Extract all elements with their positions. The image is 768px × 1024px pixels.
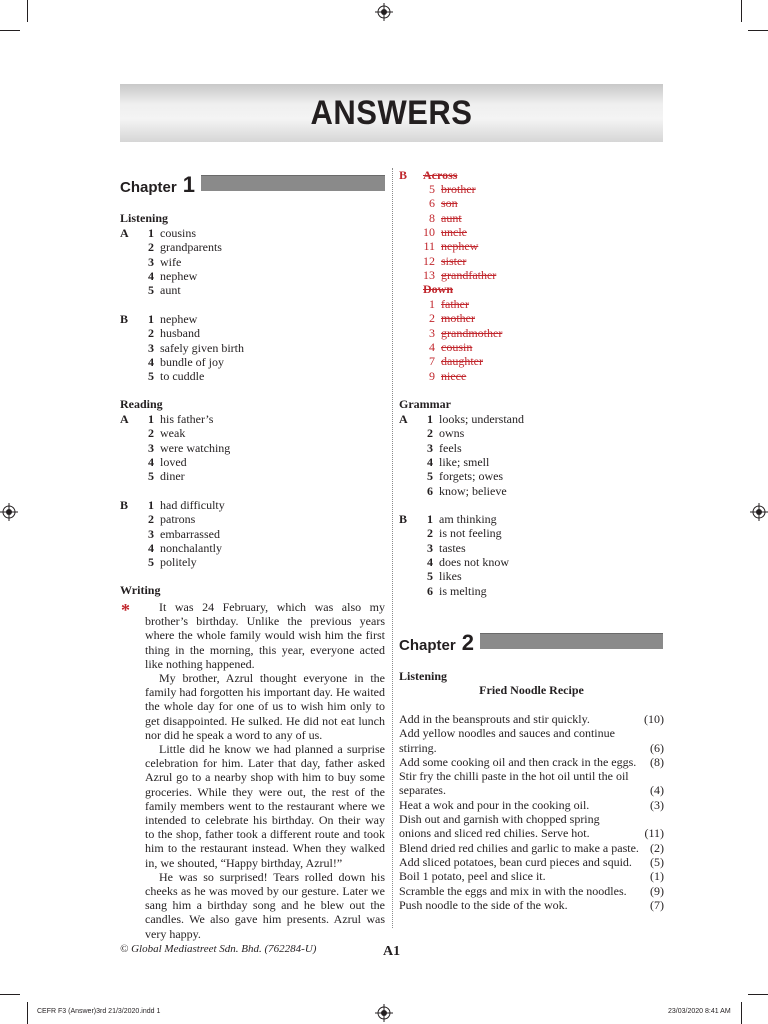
recipe-step-text: Push noodle to the side of the wok. (399, 897, 568, 912)
recipe-title: Fried Noodle Recipe (479, 683, 584, 697)
answer-text: wife (160, 254, 182, 269)
chapter-2-bar (480, 633, 663, 649)
clue-number: 10 (423, 224, 435, 239)
answer-text: forgets; owes (439, 469, 504, 484)
answer-text: loved (160, 454, 187, 469)
recipe-step-order: (3) (650, 797, 664, 812)
registration-mark-icon (375, 3, 393, 21)
answer-text: nephew (160, 268, 198, 283)
clue-answer: aunt (441, 210, 462, 225)
answer-row (399, 426, 464, 441)
clue-number: 3 (429, 325, 435, 340)
answer-row (120, 369, 204, 384)
answer-text: know; believe (439, 483, 507, 498)
recipe-step-text: Dish out and garnish with chopped spring (399, 812, 600, 827)
clue-answer: grandfather (441, 267, 497, 282)
answer-text: like; smell (439, 454, 490, 469)
answer-row (120, 441, 230, 456)
essay-paragraph: My brother, Azrul thought everyone in the family had forgotten his important day. He waited the whole day for one of us to wish him only to get disappointed. He sulked. He did not eat lunch nor did he speak a word to any of us. (145, 671, 385, 742)
clue-answer: grandmother (441, 325, 503, 340)
item-number: 2 (427, 526, 433, 541)
crossword-entry (419, 225, 467, 240)
item-number: 3 (148, 340, 154, 355)
recipe-step (399, 783, 664, 797)
section-letter: A (120, 226, 129, 240)
answer-text: politely (160, 555, 197, 570)
clue-answer: sister (441, 253, 467, 268)
answer-row (120, 555, 197, 570)
item-number: 5 (427, 569, 433, 584)
answer-text: safely given birth (160, 340, 244, 355)
item-number: 2 (148, 426, 154, 441)
answer-text: cousins (160, 226, 196, 240)
answers-banner (120, 84, 663, 142)
writing-heading: Writing (120, 583, 161, 597)
section-letter: B (399, 512, 408, 526)
answer-text: weak (160, 426, 186, 441)
item-number: 1 (427, 412, 433, 426)
recipe-step-order: (8) (650, 754, 664, 769)
clue-number: 1 (429, 297, 435, 311)
clue-number: 7 (429, 354, 435, 369)
answer-row (120, 412, 213, 427)
recipe-step (399, 769, 664, 783)
answer-text: owns (439, 426, 465, 441)
recipe-step-text: Add some cooking oil and then crack in the eggs. (399, 754, 637, 769)
crossword-entry (419, 311, 475, 326)
item-number: 2 (148, 512, 154, 527)
answer-text: patrons (160, 512, 196, 527)
crossword-header (399, 168, 457, 183)
slug-file-info: CEFR F3 (Answer)3rd 21/3/2020.indd 1 (37, 1008, 161, 1015)
clue-answer: father (441, 297, 469, 311)
item-number: 5 (148, 369, 154, 384)
item-number: 4 (148, 540, 154, 555)
answer-row (399, 455, 489, 470)
column-divider (392, 168, 393, 928)
slug-date: 23/03/2020 8:41 AM (668, 1008, 731, 1015)
answer-row (120, 326, 200, 341)
crop-mark (748, 30, 768, 31)
clue-number: 4 (429, 339, 435, 354)
answer-row (120, 269, 197, 284)
recipe-step-order: (10) (644, 712, 664, 726)
recipe-step-order: (1) (650, 869, 664, 884)
answer-text: looks; understand (439, 412, 524, 426)
item-number: 5 (148, 283, 154, 298)
answer-row (120, 240, 222, 255)
answer-row (399, 412, 524, 427)
clue-number: 9 (429, 368, 435, 383)
recipe-step-order: (7) (650, 897, 664, 912)
clue-answer: uncle (441, 224, 467, 239)
clue-number: 13 (423, 267, 435, 282)
answer-row (399, 569, 462, 584)
item-number: 4 (427, 454, 433, 469)
clue-answer: niece (441, 368, 467, 383)
chapter-number: 1 (182, 172, 195, 197)
answer-row (120, 512, 195, 527)
recipe-lines (399, 712, 664, 912)
item-number: 5 (148, 555, 154, 570)
answer-text: husband (160, 326, 200, 341)
recipe-step-text: separates. (399, 783, 446, 798)
crop-mark (0, 30, 20, 31)
answer-text: to cuddle (160, 369, 205, 384)
recipe-step-text: stirring. (399, 740, 437, 755)
answer-row (120, 341, 244, 356)
item-number: 4 (148, 454, 154, 469)
recipe-step-text: Boil 1 potato, peel and slice it. (399, 869, 546, 884)
clue-answer: brother (441, 182, 476, 196)
answer-row (120, 312, 197, 327)
item-number: 1 (427, 512, 433, 526)
crop-mark (27, 0, 28, 22)
crossword-entry (419, 211, 462, 226)
recipe-step-order: (11) (644, 826, 664, 841)
clue-answer: nephew (441, 239, 479, 254)
recipe-step-order: (9) (650, 883, 664, 898)
crossword-entry (419, 182, 476, 197)
chapter-2-listening-heading: Listening (399, 669, 448, 683)
recipe-step (399, 798, 664, 812)
crossword-entry (419, 268, 496, 283)
item-number: 4 (148, 268, 154, 283)
essay-paragraph: He was so surprised! Tears rolled down his cheeks as he was moved by our gesture. Later we sang him a birthday song and he blew out the candles. We also gave him presents. Azrul was very happy. (145, 869, 385, 941)
answer-row (120, 426, 185, 441)
recipe-step (399, 884, 664, 898)
essay-paragraph: Little did he know we had planned a surprise celebration for him. Later that day, father asked Azrul go to a nearby shop with him to buy some groceries. While they were out, the rest of the family members went to the restaurant where we intended to celebrate his birthday. On their way to the shop, father took a different route and took him to the restaurant instead. When they walked in, we shouted, “Happy birthday, Azrul!” (145, 742, 385, 870)
answer-text: grandparents (160, 240, 222, 255)
clue-number: 2 (429, 311, 435, 326)
item-number: 6 (427, 583, 433, 598)
section-letter: B (120, 498, 129, 512)
chapter-number: 2 (461, 630, 474, 655)
item-number: 3 (427, 440, 433, 455)
essay-paragraph: It was 24 February, which was also my brother’s birthday. Unlike the previous years where the whole family would wish him the first thing in the morning, this year, everyone acted like nothing happened. (145, 600, 385, 671)
crop-mark (748, 994, 768, 995)
crop-mark (27, 1002, 28, 1024)
recipe-step-text: Stir fry the chilli paste in the hot oil until the oil (399, 769, 629, 784)
recipe-step (399, 898, 664, 912)
answer-row (120, 455, 187, 470)
recipe-step (399, 755, 664, 769)
answer-text: his father’s (160, 412, 214, 426)
crop-mark (0, 994, 20, 995)
writing-essay (145, 600, 385, 941)
answer-row (399, 484, 507, 499)
answer-text: am thinking (439, 512, 497, 526)
registration-mark-icon (0, 503, 18, 521)
item-number: 3 (148, 254, 154, 269)
answer-text: feels (439, 440, 462, 455)
answer-text: is melting (439, 583, 487, 598)
item-number: 3 (148, 440, 154, 455)
clue-number: 8 (429, 210, 435, 225)
answer-row (399, 555, 509, 570)
item-number: 1 (148, 498, 154, 512)
recipe-step (399, 869, 664, 883)
answer-row (120, 527, 220, 542)
crossword-label: B (399, 168, 408, 182)
item-number: 4 (148, 354, 154, 369)
answer-row (399, 541, 466, 556)
answer-row (399, 469, 503, 484)
page-title: ANSWERS (310, 92, 473, 133)
registration-mark-icon (750, 503, 768, 521)
crossword-entry (419, 369, 466, 384)
recipe-step-text: onions and sliced red chilies. Serve hot. (399, 826, 590, 841)
crop-mark (741, 1002, 742, 1024)
answer-row (120, 283, 181, 298)
answer-row (399, 512, 497, 527)
answer-row (120, 226, 196, 241)
item-number: 5 (427, 469, 433, 484)
answer-row (120, 355, 224, 370)
item-number: 1 (148, 312, 154, 326)
registration-mark-icon (375, 1004, 393, 1022)
item-number: 1 (148, 226, 154, 240)
answer-text: nonchalantly (160, 540, 222, 555)
clue-answer: daughter (441, 354, 483, 369)
answer-text: tastes (439, 540, 466, 555)
star-icon: * (121, 600, 130, 620)
chapter-1-bar (201, 175, 385, 191)
answer-row (120, 498, 225, 513)
chapter-2-heading (399, 630, 474, 656)
recipe-step-order: (6) (650, 740, 664, 755)
clue-number: 5 (429, 182, 435, 196)
item-number: 3 (148, 526, 154, 541)
crop-mark (741, 0, 742, 22)
answer-text: aunt (160, 283, 181, 298)
answer-row (399, 441, 462, 456)
across-heading: Across (423, 168, 458, 182)
down-heading: Down (423, 282, 454, 296)
page-number: A1 (383, 944, 401, 959)
item-number: 4 (427, 554, 433, 569)
recipe-step (399, 812, 664, 826)
answer-text: had difficulty (160, 498, 225, 512)
item-number: 1 (148, 412, 154, 426)
crossword-entry (419, 254, 466, 269)
clue-number: 11 (423, 239, 435, 254)
recipe-step (399, 741, 664, 755)
crossword-entry (419, 340, 472, 355)
recipe-step-order: (5) (650, 854, 664, 869)
item-number: 5 (148, 469, 154, 484)
answer-row (399, 526, 502, 541)
answer-row (120, 469, 185, 484)
answer-text: were watching (160, 440, 231, 455)
answer-text: diner (160, 469, 185, 484)
recipe-step-text: Add sliced potatoes, bean curd pieces and squid. (399, 854, 632, 869)
grammar-heading: Grammar (399, 397, 451, 411)
recipe-step (399, 841, 664, 855)
item-number: 3 (427, 540, 433, 555)
answer-row (120, 255, 181, 270)
recipe-step-text: Add in the beansprouts and stir quickly. (399, 712, 590, 726)
item-number: 2 (427, 426, 433, 441)
answer-text: does not know (439, 554, 509, 569)
recipe-step (399, 826, 664, 840)
answer-row (120, 541, 222, 556)
recipe-step (399, 726, 664, 740)
clue-answer: mother (441, 311, 475, 326)
crossword-entry (419, 196, 458, 211)
answer-text: embarrassed (160, 526, 220, 541)
recipe-step-text: Add yellow noodles and sauces and continue (399, 726, 615, 741)
section-letter: A (399, 412, 408, 426)
chapter-word: Chapter (399, 637, 456, 654)
answer-text: nephew (160, 312, 198, 326)
clue-number: 6 (429, 196, 435, 211)
answer-row (399, 584, 487, 599)
clue-number: 12 (423, 253, 435, 268)
clue-answer: son (441, 196, 458, 211)
listening-heading: Listening (120, 211, 169, 225)
answer-text: bundle of joy (160, 354, 224, 369)
recipe-step-order: (4) (650, 783, 664, 798)
section-letter: A (120, 412, 129, 426)
item-number: 2 (148, 326, 154, 341)
section-letter: B (120, 312, 129, 326)
copyright-text: © Global Mediastreet Sdn. Bhd. (762284-U) (120, 943, 317, 955)
down-header (423, 282, 453, 297)
crossword-entry (419, 354, 483, 369)
item-number: 2 (148, 240, 154, 255)
recipe-step-text: Heat a wok and pour in the cooking oil. (399, 797, 590, 812)
recipe-step-text: Blend dried red chilies and garlic to make a paste. (399, 840, 639, 855)
crossword-entry (419, 297, 469, 312)
crossword-entry (419, 326, 502, 341)
answer-text: is not feeling (439, 526, 502, 541)
recipe-step (399, 712, 664, 726)
crossword-entry (419, 239, 478, 254)
clue-answer: cousin (441, 339, 473, 354)
chapter-word: Chapter (120, 179, 177, 196)
answer-text: likes (439, 569, 462, 584)
recipe-step-text: Scramble the eggs and mix in with the noodles. (399, 883, 627, 898)
item-number: 6 (427, 483, 433, 498)
reading-heading: Reading (120, 397, 163, 411)
chapter-1-heading (120, 172, 195, 198)
recipe-step (399, 855, 664, 869)
recipe-step-order: (2) (650, 840, 664, 855)
